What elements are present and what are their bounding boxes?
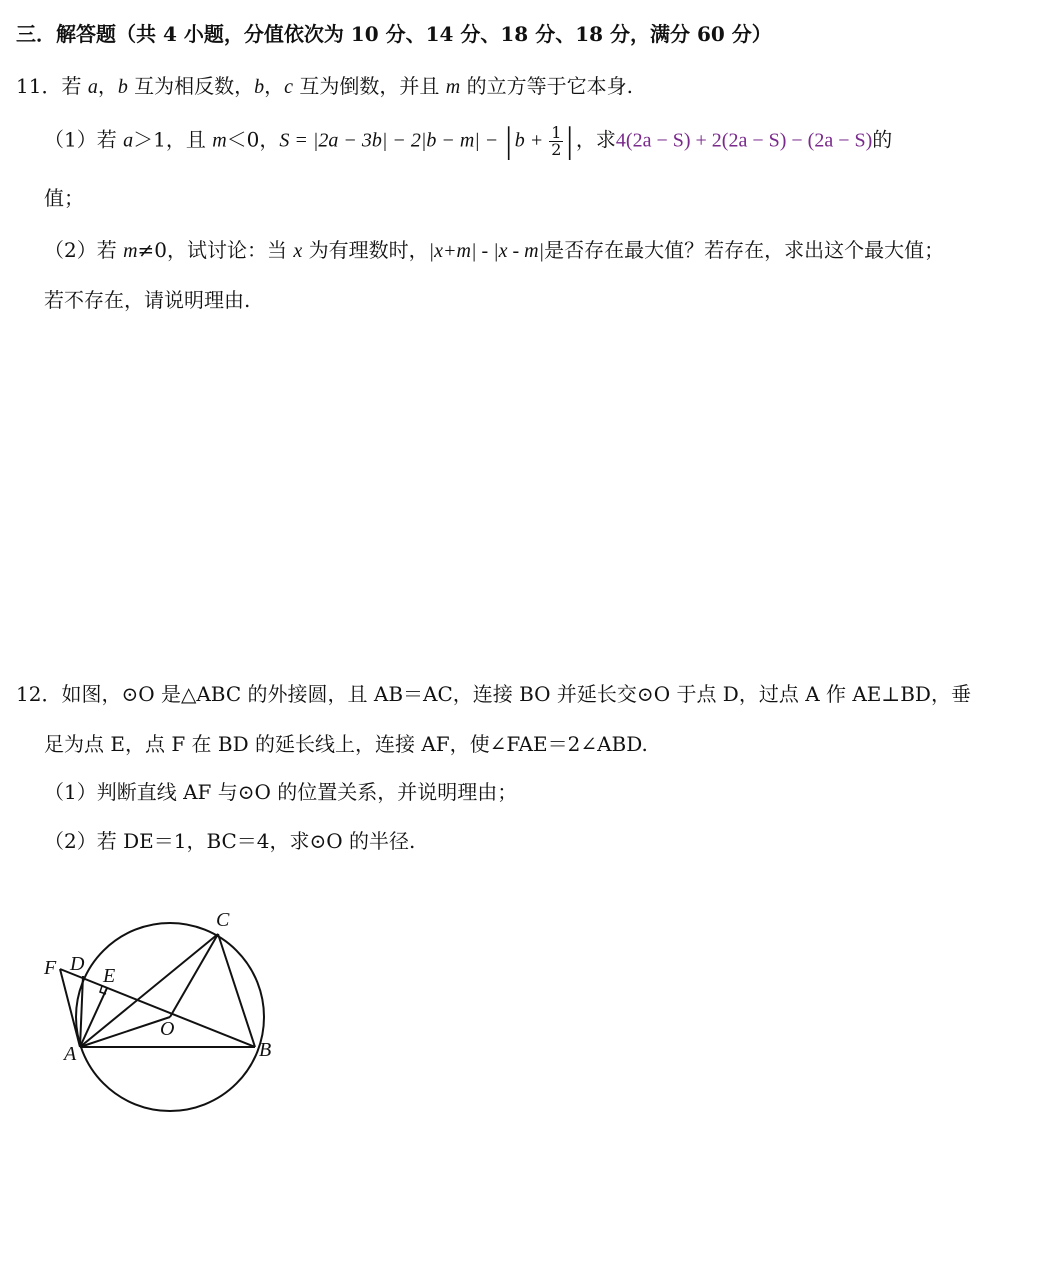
- q11-p2-mid: 为有理数时，: [302, 238, 429, 262]
- q11-p2-rest: 是否存在最大值？若存在，求出这个最大值；: [544, 238, 945, 262]
- p1-s-expression: S = |2a − 3b| − 2|b − m| −: [279, 129, 504, 152]
- fraction-numerator: 1: [551, 122, 562, 142]
- q12-part2: （2）若 DE＝1，BC＝4，求⊙O 的半径.: [44, 829, 416, 853]
- segment-oc: [170, 934, 218, 1017]
- label-d: D: [70, 953, 85, 975]
- var-b: b: [117, 76, 128, 98]
- label-b: B: [259, 1039, 272, 1061]
- var-b2: b: [254, 76, 265, 98]
- q11-part2-tail: 若不存在，请说明理由.: [44, 288, 251, 312]
- fraction-one-half: [549, 122, 563, 159]
- q12-line2: 足为点 E，点 F 在 BD 的延长线上，连接 AF，使∠FAE＝2∠ABD.: [44, 732, 648, 756]
- p2-var-x: x: [293, 240, 303, 262]
- q11-p2-cond: ≠0，试讨论：当: [137, 238, 294, 262]
- q11-seg2: 互为相反数，: [127, 74, 255, 98]
- q11-p2-pre: （2）若: [44, 238, 124, 262]
- p2-abs-expression: |x+m| - |x - m|: [428, 240, 545, 262]
- q12-line1: 12．如图，⊙O 是△ABC 的外接圆，且 AB＝AC，连接 BO 并延长交⊙O 于点 D，过点 A 作 AE⊥BD，垂: [16, 682, 971, 706]
- p1-var-a: a: [123, 129, 134, 152]
- q11-seg4: 互为倒数，并且: [293, 74, 446, 98]
- q11-p1-cond2: ＜0，: [226, 127, 280, 152]
- q12-part1: （1）判断直线 AF 与⊙O 的位置关系，并说明理由；: [44, 780, 518, 804]
- p2-var-m: m: [123, 240, 138, 262]
- segment-ao: [80, 1017, 170, 1047]
- q11-p1-de: 的: [872, 127, 893, 152]
- q11-part1: [44, 121, 893, 161]
- q11-part1-tail: 值；: [44, 186, 84, 210]
- q11-sep1: ，: [97, 74, 118, 98]
- label-f: F: [44, 957, 57, 979]
- label-a: A: [64, 1043, 77, 1065]
- q11-stem-pre: 11．若: [16, 74, 88, 98]
- var-a: a: [87, 76, 98, 98]
- q11-p1-comma: ，: [575, 127, 596, 152]
- var-m: m: [445, 76, 461, 98]
- label-c: C: [216, 909, 230, 931]
- abs-bar-close: |: [566, 121, 574, 161]
- abs-bar-open: |: [505, 121, 513, 161]
- label-o: O: [160, 1018, 175, 1040]
- q11-sep3: ，: [264, 74, 285, 98]
- geometry-figure: [30, 890, 290, 1120]
- line-bf: [60, 969, 255, 1047]
- q11-p1-cond1: ＞1，且: [133, 127, 213, 152]
- q11-part2: [44, 238, 944, 263]
- q11-seg5: 的立方等于它本身.: [460, 74, 633, 98]
- p1-b-plus: b +: [514, 129, 549, 152]
- section-title: 三．解答题（共 4 小题，分值依次为 10 分、14 分、18 分、18 分，满分 60 分）: [16, 22, 772, 46]
- q11-p1-pre: （1）若: [44, 127, 124, 152]
- fraction-denominator: 2: [551, 139, 562, 159]
- segment-ae: [80, 988, 107, 1047]
- var-c: c: [284, 76, 294, 98]
- p1-var-m: m: [212, 129, 227, 152]
- p1-target-expression: 4(2a − S) + 2(2a − S) − (2a − S): [615, 129, 873, 152]
- q11-stem: [16, 74, 633, 99]
- label-e: E: [103, 965, 116, 987]
- q11-p1-ask: 求: [595, 127, 616, 152]
